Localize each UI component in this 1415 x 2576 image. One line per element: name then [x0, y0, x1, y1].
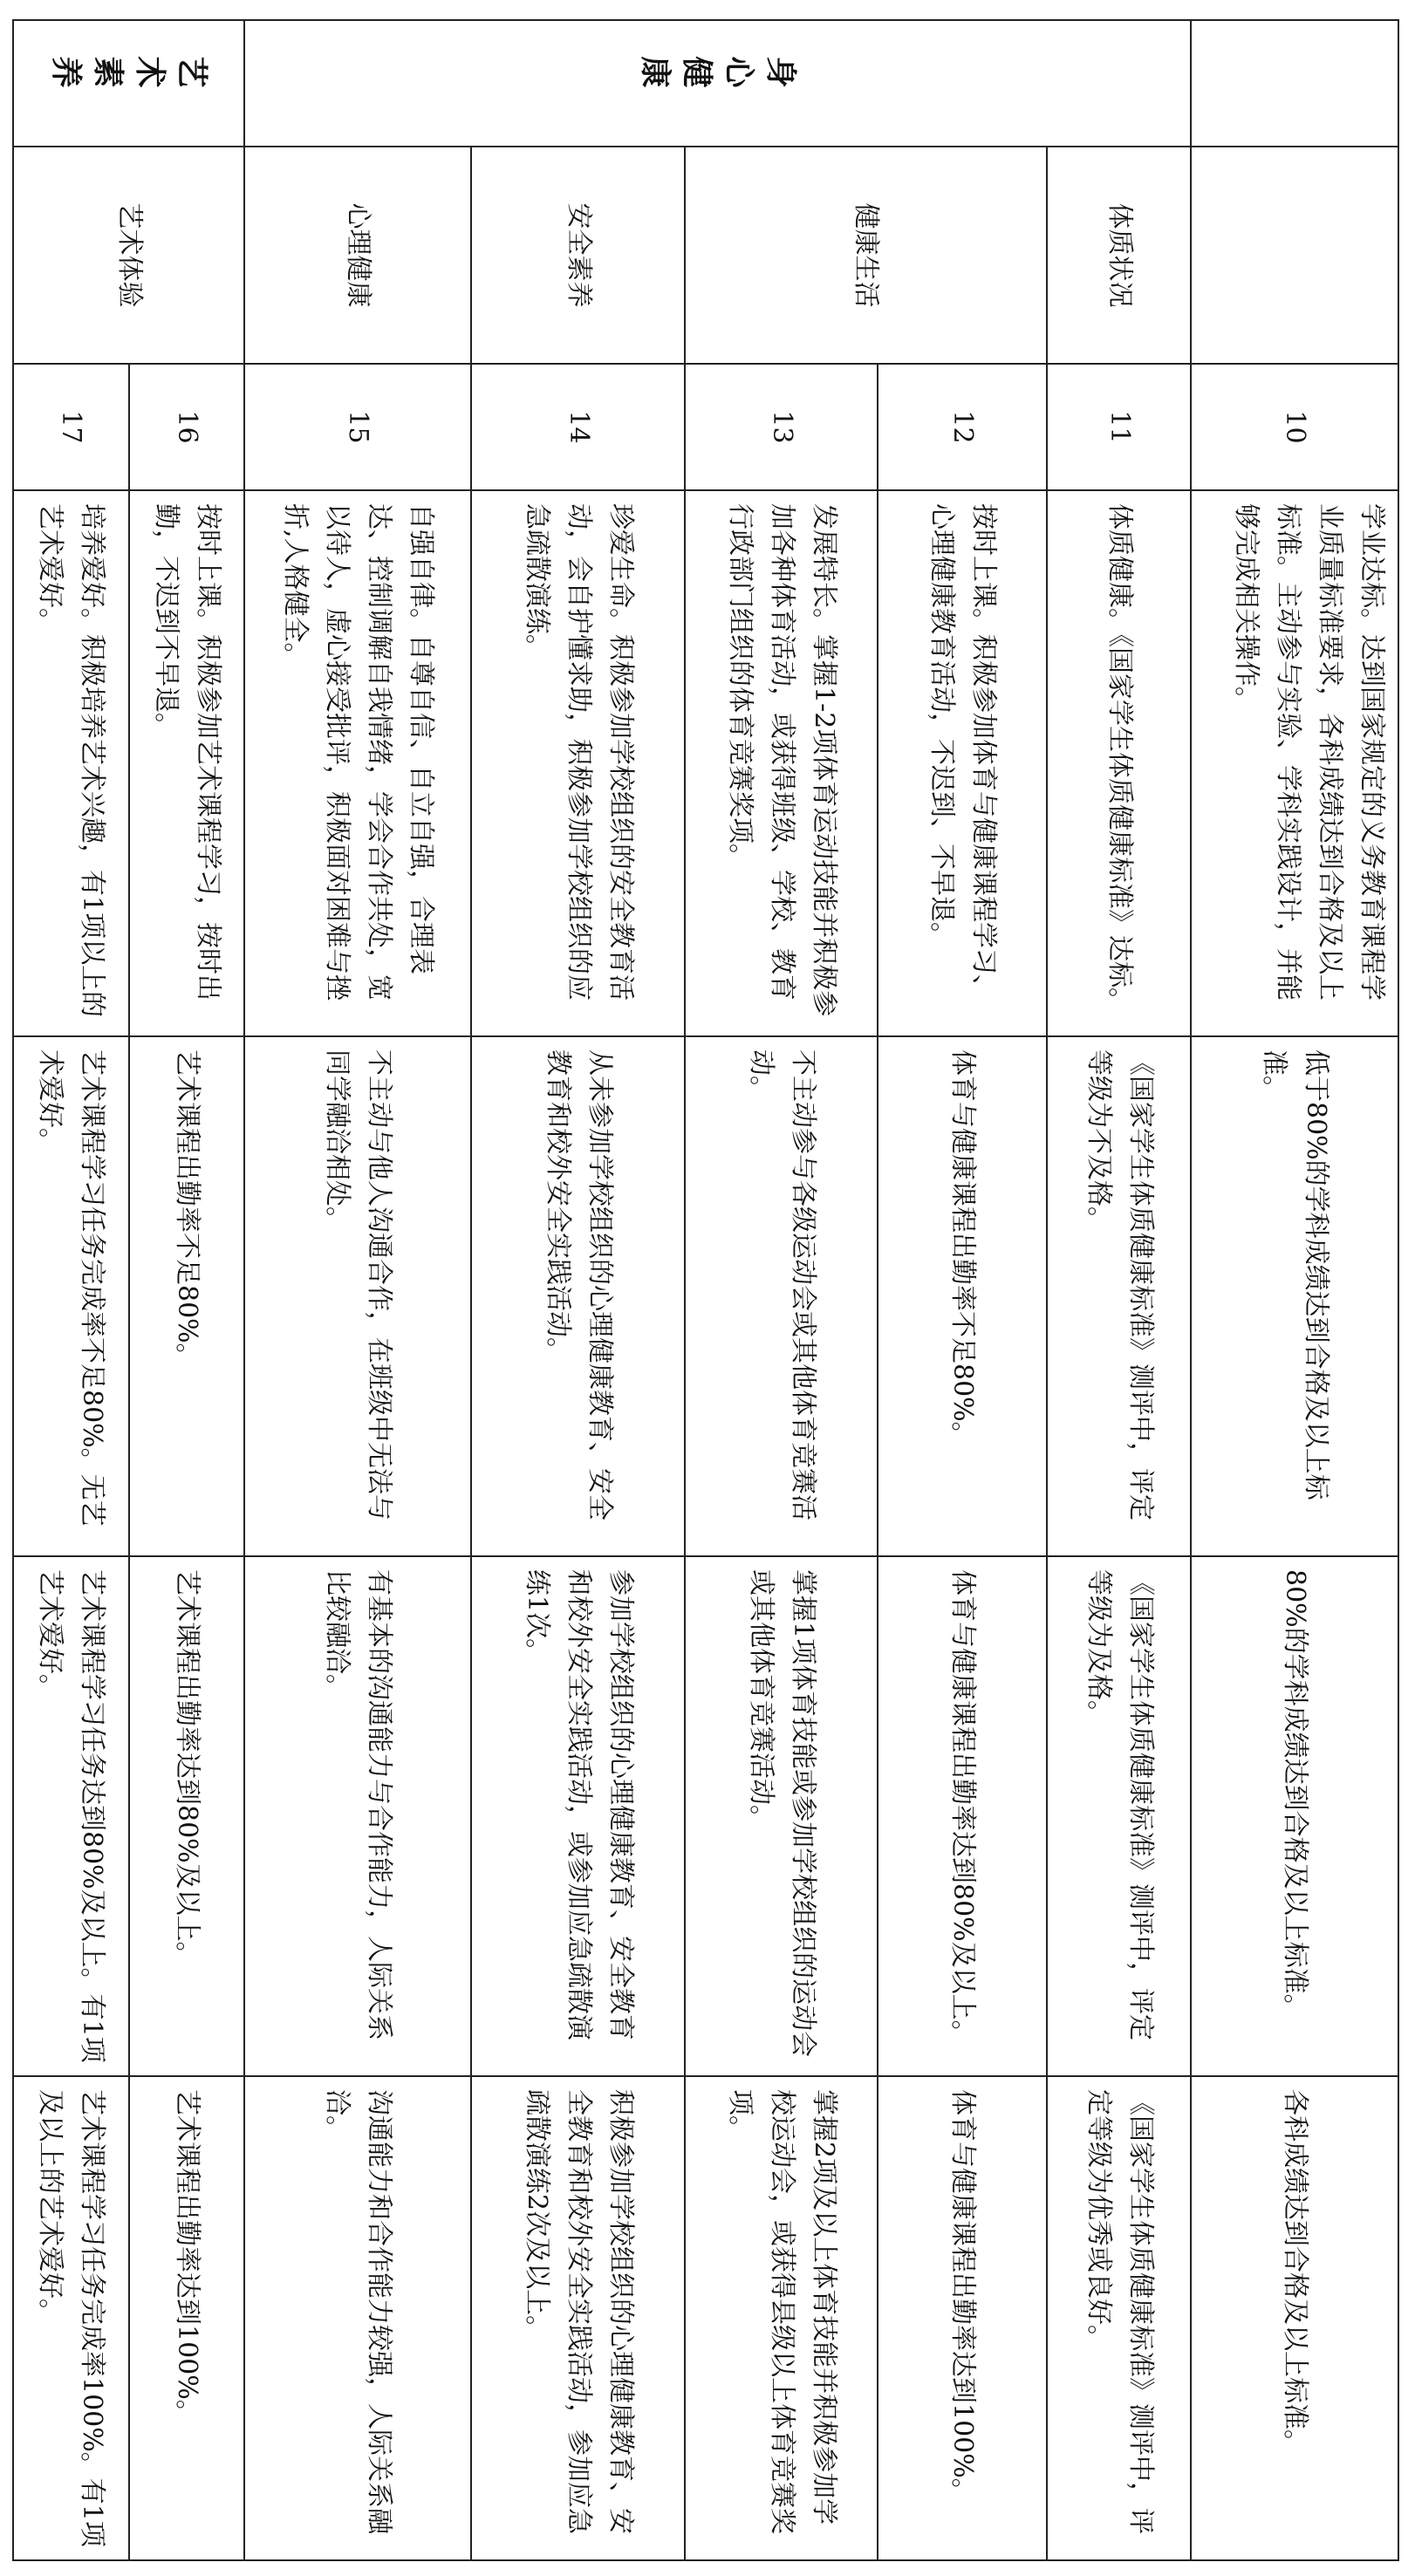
subcategory-cell: 安全素养 — [471, 147, 685, 364]
table-row — [244, 20, 471, 2560]
level-a-text: 艺术课程出勤率达到100%。 — [129, 2076, 245, 2560]
level-c-text: 低于80%的学科成绩达到合格及以上标准。 — [1191, 1036, 1398, 1556]
indicator-text: 培养爱好。积极培养艺术兴趣，有1项以上的艺术爱好。 — [13, 490, 129, 1036]
level-a-text: 艺术课程学习任务完成率100%。有1项及以上的艺术爱好。 — [13, 2076, 129, 2560]
level-c-text: 不主动与他人沟通合作，在班级中无法与同学融洽相处。 — [244, 1036, 471, 1556]
table-row — [1191, 20, 1398, 2560]
level-b-text: 有基本的沟通能力与合作能力，人际关系比较融洽。 — [244, 1556, 471, 2076]
level-c-text: 艺术课程学习任务完成率不足80%。无艺术爱好。 — [13, 1036, 129, 1556]
evaluation-table — [12, 19, 1399, 2561]
subcategory-cell: 体质状况 — [1047, 147, 1192, 364]
subcategory-cell: 心理健康 — [244, 147, 471, 364]
row-number: 16 — [129, 364, 245, 490]
indicator-text: 体质健康。《国家学生体质健康标准》达标。 — [1047, 490, 1192, 1036]
level-a-text: 掌握2项及以上体育技能并积极参加学校运动会，或获得县级以上体育竞赛奖项。 — [685, 2076, 878, 2560]
level-b-text: 80%的学科成绩达到合格及以上标准。 — [1191, 1556, 1398, 2076]
level-b-text: 《国家学生体质健康标准》测评中，评定等级为及格。 — [1047, 1556, 1192, 2076]
subcategory-cell: 健康生活 — [685, 147, 1046, 364]
level-c-text: 不主动参与各级运动会或其他体育竞赛活动。 — [685, 1036, 878, 1556]
level-a-text: 体育与健康课程出勤率达到100%。 — [878, 2076, 1046, 2560]
level-b-text: 参加学校组织的心理健康教育、安全教育和校外安全实践活动，或参加应急疏散演练1次。 — [471, 1556, 685, 2076]
level-b-text: 掌握1项体育技能或参加学校组织的运动会或其他体育竞赛活动。 — [685, 1556, 878, 2076]
subcategory-cell-continued — [1191, 147, 1398, 364]
row-number: 15 — [244, 364, 471, 490]
level-b-text: 艺术课程学习任务达到80%及以上。有1项艺术爱好。 — [13, 1556, 129, 2076]
row-number: 14 — [471, 364, 685, 490]
row-number: 11 — [1047, 364, 1192, 490]
level-c-text: 从未参加学校组织的心理健康教育、安全教育和校外安全实践活动。 — [471, 1036, 685, 1556]
indicator-text: 按时上课。积极参加体育与健康课程学习、心理健康教育活动，不迟到、不早退。 — [878, 490, 1046, 1036]
table-row — [471, 20, 685, 2560]
table-row — [1047, 20, 1192, 2560]
level-b-text: 体育与健康课程出勤率达到80%及以上。 — [878, 1556, 1046, 2076]
level-c-text: 艺术课程出勤率不足80%。 — [129, 1036, 245, 1556]
level-c-text: 《国家学生体质健康标准》测评中，评定等级为不及格。 — [1047, 1036, 1192, 1556]
level-a-text: 沟通能力和合作能力较强，人际关系融洽。 — [244, 2076, 471, 2560]
row-number: 10 — [1191, 364, 1398, 490]
category-cell: 艺术素养 — [13, 20, 244, 147]
level-a-text: 《国家学生体质健康标准》测评中，评定等级为优秀或良好。 — [1047, 2076, 1192, 2560]
category-cell: 身心健康 — [244, 20, 1191, 147]
table-row — [13, 20, 129, 2560]
indicator-text: 按时上课。积极参加艺术课程学习，按时出勤，不迟到不早退。 — [129, 490, 245, 1036]
category-cell-continued — [1191, 20, 1398, 147]
indicator-text: 自强自律。自尊自信、自立自强，合理表达、控制调解自我情绪，学会合作共处，宽以待人，虚心接受批评，积极面对困难与挫折,人格健全。 — [244, 490, 471, 1036]
table-row — [878, 20, 1046, 2560]
row-number: 17 — [13, 364, 129, 490]
row-number: 12 — [878, 364, 1046, 490]
subcategory-cell: 艺术体验 — [13, 147, 244, 364]
row-number: 13 — [685, 364, 878, 490]
level-a-text: 积极参加学校组织的心理健康教育、安全教育和校外安全实践活动，参加应急疏散演练2次及以上。 — [471, 2076, 685, 2560]
table-row — [685, 20, 878, 2560]
table-row — [129, 20, 245, 2560]
indicator-text: 珍爱生命。积极参加学校组织的安全教育活动，会自护懂求助，积极参加学校组织的应急疏散演练。 — [471, 490, 685, 1036]
indicator-text: 学业达标。达到国家规定的义务教育课程学业质量标准要求，各科成绩达到合格及以上标准。主动参与实验、学科实践设计，并能够完成相关操作。 — [1191, 490, 1398, 1036]
level-b-text: 艺术课程出勤率达到80%及以上。 — [129, 1556, 245, 2076]
indicator-text: 发展特长。掌握1-2项体育运动技能并积极参加各种体育活动，或获得班级、学校、教育行政部门组织的体育竞赛奖项。 — [685, 490, 878, 1036]
level-c-text: 体育与健康课程出勤率不足80%。 — [878, 1036, 1046, 1556]
level-a-text: 各科成绩达到合格及以上标准。 — [1191, 2076, 1398, 2560]
